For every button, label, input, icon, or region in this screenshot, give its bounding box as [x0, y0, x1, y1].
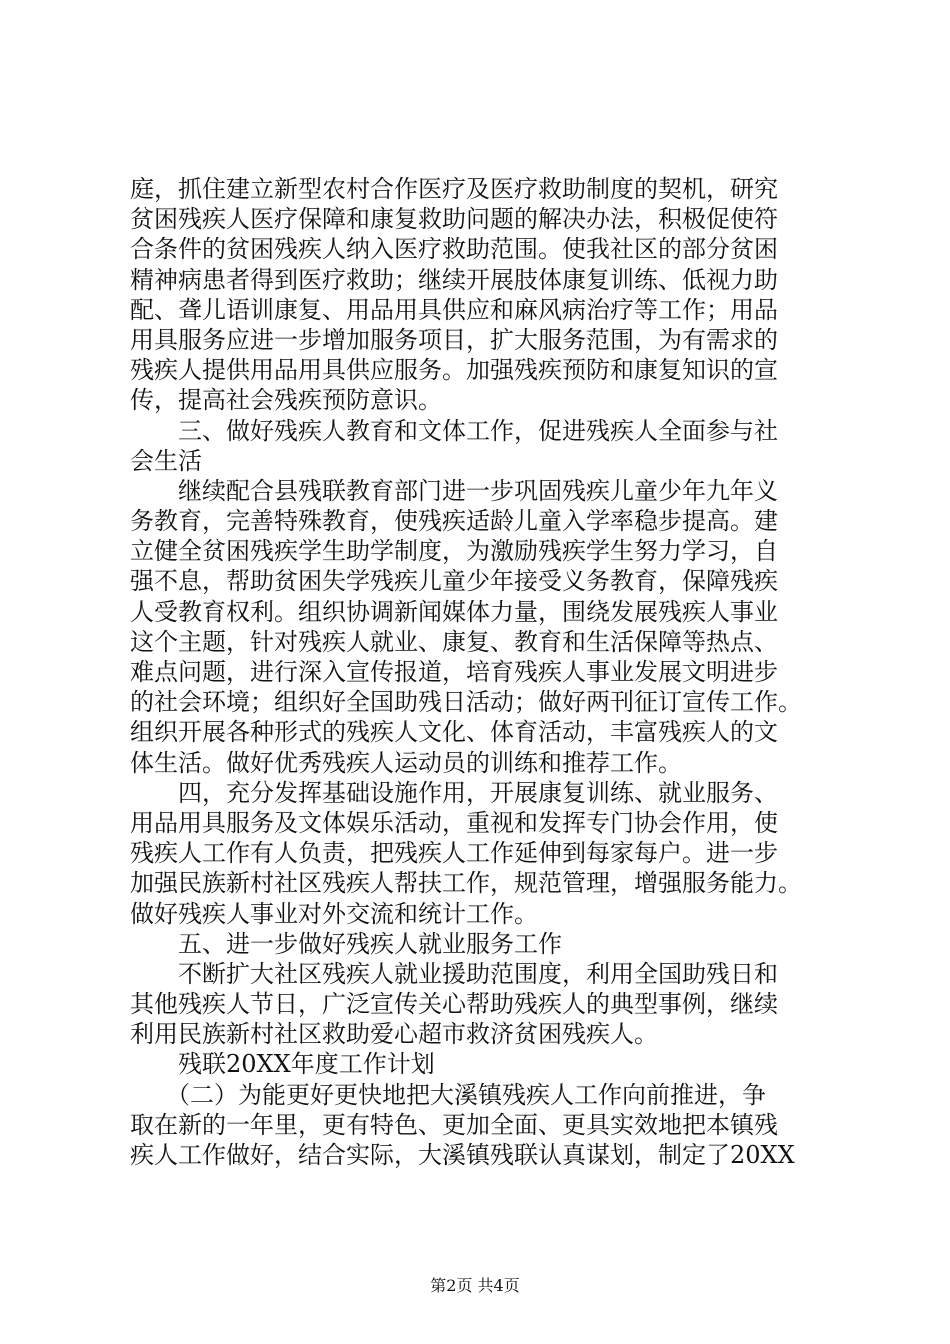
text-line: （二）为能更好更快地把大溪镇残疾人工作向前推进，争 [130, 1080, 766, 1109]
text-line: 残疾人提供用品用具供应服务。加强残疾预防和康复知识的宣 [130, 356, 778, 385]
text-line: 务教育，完善特殊教育，使残疾适龄儿童入学率稳步提高。建 [130, 507, 778, 536]
text-line: 贫困残疾人医疗保障和康复救助问题的解决办法，积极促使符 [130, 205, 778, 234]
section-heading: 三、做好残疾人教育和文体工作，促进残疾人全面参与社 [130, 416, 778, 445]
text-line: 疾人工作做好，结合实际，大溪镇残联认真谋划，制定了20XX [130, 1141, 795, 1169]
document-body [130, 174, 820, 1170]
page-footer [0, 1273, 950, 1296]
text-line: 合条件的贫困残疾人纳入医疗救助范围。使我社区的部分贫困 [130, 235, 778, 264]
text-line: 传，提高社会残疾预防意识。 [130, 386, 442, 415]
text-line: 组织开展各种形式的残疾人文化、体育活动，丰富残疾人的文 [130, 718, 778, 747]
text-line: 残疾人工作有人负责，把残疾人工作延伸到每家每户。进一步 [130, 839, 778, 868]
text-line: 庭，抓住建立新型农村合作医疗及医疗救助制度的契机，研究 [130, 175, 778, 203]
plan-title: 残联20XX年度工作计划 [130, 1050, 435, 1079]
text-line: 做好残疾人事业对外交流和统计工作。 [130, 899, 538, 928]
text-line: 加强民族新村社区残疾人帮扶工作，规范管理，增强服务能力。 [130, 869, 802, 898]
text-line: 继续配合县残联教育部门进一步巩固残疾儿童少年九年义 [130, 476, 778, 505]
section-heading: 五、进一步做好残疾人就业服务工作 [130, 929, 562, 958]
page-number: 第2页 共4页 [430, 1276, 520, 1295]
text-line: 利用民族新村社区救助爱心超市救济贫困残疾人。 [130, 1020, 658, 1049]
text-line: 强不息，帮助贫困失学残疾儿童少年接受义务教育，保障残疾 [130, 567, 778, 596]
text-line: 其他残疾人节日，广泛宣传关心帮助残疾人的典型事例，继续 [130, 990, 778, 1019]
text-line: 人受教育权利。组织协调新闻媒体力量，围绕发展残疾人事业 [130, 597, 778, 626]
text-line: 不断扩大社区残疾人就业援助范围度，利用全国助残日和 [130, 959, 778, 988]
text-line: 的社会环境；组织好全国助残日活动；做好两刊征订宣传工作。 [130, 688, 802, 717]
text-line: 用品用具服务及文体娱乐活动，重视和发挥专门协会作用，使 [130, 808, 778, 837]
text-line: 取在新的一年里，更有特色、更加全面、更具实效地把本镇残 [130, 1110, 778, 1139]
text-line: 难点问题，进行深入宣传报道，培育残疾人事业发展文明进步 [130, 658, 778, 686]
section-heading: 四，充分发挥基础设施作用，开展康复训练、就业服务、 [130, 778, 778, 807]
section-heading: 会生活 [130, 446, 202, 475]
text-line: 这个主题，针对残疾人就业、康复、教育和生活保障等热点、 [130, 627, 778, 656]
text-line: 配、聋儿语训康复、用品用具供应和麻风病治疗等工作；用品 [130, 295, 778, 324]
text-line: 立健全贫困残疾学生助学制度，为激励残疾学生努力学习，自 [130, 537, 778, 566]
text-line: 体生活。做好优秀残疾人运动员的训练和推荐工作。 [130, 748, 682, 777]
text-line: 精神病患者得到医疗救助；继续开展肢体康复训练、低视力助 [130, 265, 778, 294]
text-line: 用具服务应进一步增加服务项目，扩大服务范围，为有需求的 [130, 325, 778, 354]
